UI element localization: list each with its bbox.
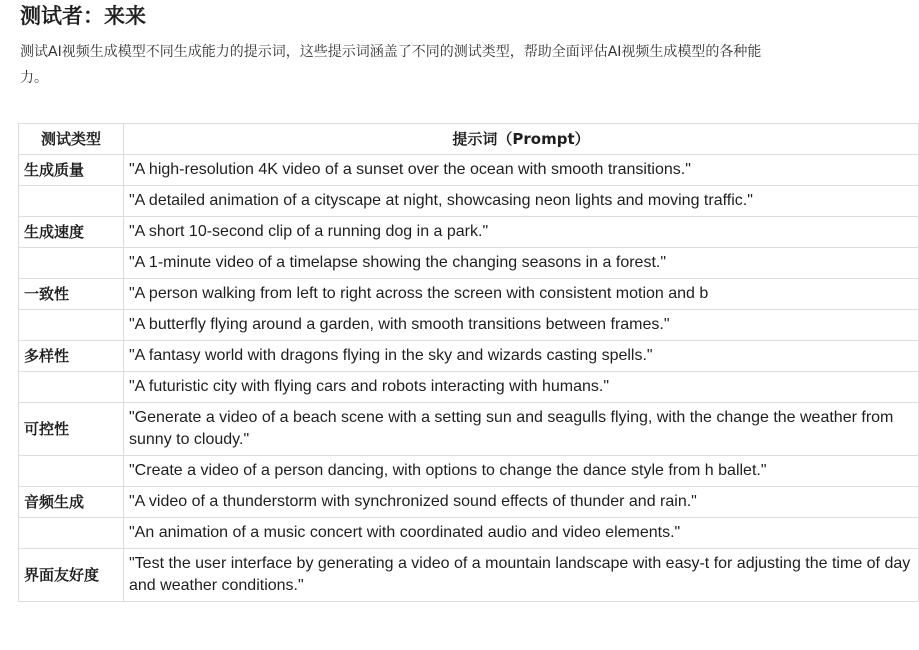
test-type-cell: [19, 518, 124, 549]
prompt-cell: "A fantasy world with dragons flying in the sky and wizards casting spells.": [124, 341, 919, 372]
prompt-cell: "A futuristic city with flying cars and robots interacting with humans.": [124, 372, 919, 403]
test-type-cell: 界面友好度: [19, 549, 124, 602]
prompt-cell: "A butterfly flying around a garden, with smooth transitions between frames.": [124, 310, 919, 341]
table-row: [19, 155, 919, 186]
prompt-cell: "A 1-minute video of a timelapse showing the changing seasons in a forest.": [124, 248, 919, 279]
table-row: [19, 186, 919, 217]
test-type-cell: 可控性: [19, 403, 124, 456]
table-row: [19, 487, 919, 518]
page-title: 测试者：来来: [20, 4, 146, 28]
table-row: [19, 279, 919, 310]
prompt-cell: "A video of a thunderstorm with synchronized sound effects of thunder and rain.": [124, 487, 919, 518]
table-row: [19, 217, 919, 248]
prompt-cell: "Generate a video of a beach scene with a setting sun and seagulls flying, with the change the weather from sunny to cloudy.": [124, 403, 919, 456]
test-type-cell: [19, 248, 124, 279]
prompt-cell: "An animation of a music concert with coordinated audio and video elements.": [124, 518, 919, 549]
prompt-cell: "Test the user interface by generating a video of a mountain landscape with easy-t for adjusting the time of day and weather conditions.": [124, 549, 919, 602]
test-type-cell: 音频生成: [19, 487, 124, 518]
header-test-type: 测试类型: [19, 124, 124, 155]
table-row: [19, 549, 919, 602]
table-row: [19, 372, 919, 403]
intro-paragraph: 测试AI视频生成模型不同生成能力的提示词，这些提示词涵盖了不同的测试类型，帮助全面评估AI视频生成模型的各种能力。: [20, 44, 762, 86]
table-row: [19, 310, 919, 341]
table-row: [19, 518, 919, 549]
test-type-cell: 生成质量: [19, 155, 124, 186]
prompt-cell: "A detailed animation of a cityscape at night, showcasing neon lights and moving traffic.": [124, 186, 919, 217]
prompt-table-container: [18, 123, 911, 623]
test-type-cell: [19, 310, 124, 341]
table-row: [19, 341, 919, 372]
table-row: [19, 248, 919, 279]
header-prompt: 提示词（Prompt）: [124, 124, 919, 155]
table-row: [19, 403, 919, 456]
table-row: [19, 456, 919, 487]
test-type-cell: [19, 456, 124, 487]
prompt-cell: "A high-resolution 4K video of a sunset over the ocean with smooth transitions.": [124, 155, 919, 186]
test-type-cell: 生成速度: [19, 217, 124, 248]
prompt-cell: "A person walking from left to right across the screen with consistent motion and b: [124, 279, 919, 310]
test-type-cell: [19, 372, 124, 403]
prompt-cell: "Create a video of a person dancing, with options to change the dance style from h ballet.": [124, 456, 919, 487]
test-type-cell: [19, 186, 124, 217]
table-header-row: [19, 124, 919, 155]
prompt-cell: "A short 10-second clip of a running dog in a park.": [124, 217, 919, 248]
test-type-cell: 一致性: [19, 279, 124, 310]
prompt-table: [18, 123, 919, 602]
test-type-cell: 多样性: [19, 341, 124, 372]
